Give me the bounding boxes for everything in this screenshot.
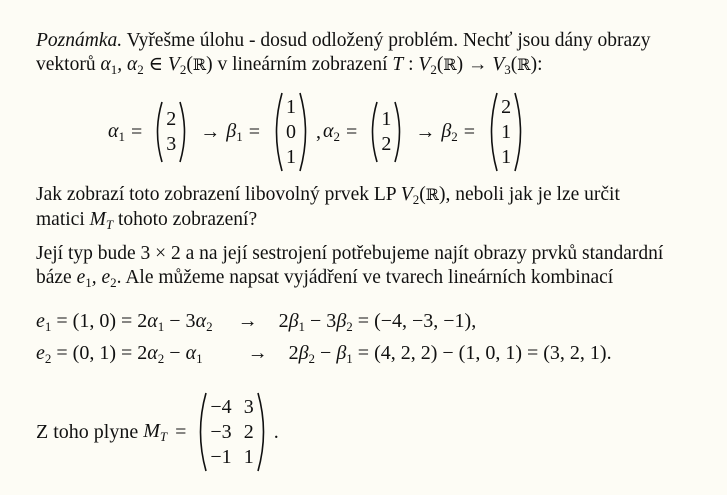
e2-symbol: $e_2$ bbox=[36, 342, 52, 366]
right-paren bbox=[256, 392, 270, 472]
math-mapping: T bbox=[392, 54, 404, 75]
beta1-symbol: $\beta_1$ bbox=[226, 119, 243, 144]
beta2-entry: 1 bbox=[501, 145, 512, 168]
beta2-symbol: $\beta_2$ bbox=[441, 119, 458, 144]
equals: = bbox=[346, 120, 358, 143]
e2-lhs: (0, 1) bbox=[72, 342, 116, 364]
result-matrix bbox=[194, 392, 269, 472]
matrix-cell: −4 bbox=[210, 395, 232, 418]
alpha1-vector bbox=[152, 101, 190, 163]
note-line-2 bbox=[36, 53, 707, 82]
equals: = bbox=[463, 120, 476, 143]
beta2-vector bbox=[485, 92, 527, 172]
question-line2-start: matici bbox=[36, 209, 90, 230]
matrix-cell: 1 bbox=[243, 445, 254, 468]
beta2-entry: 1 bbox=[501, 120, 512, 143]
e1-rhs: (−4, −3, −1), bbox=[374, 310, 477, 332]
e2-rhs: (4, 2, 2) − (1, 0, 1) = (3, 2, 1). bbox=[374, 342, 612, 364]
beta2-entry: 2 bbox=[501, 95, 512, 118]
matrix-cell: 3 bbox=[243, 395, 254, 418]
math-mt-conclusion: $M_T$ bbox=[143, 419, 168, 444]
e1-symbol: $e_1$ bbox=[36, 310, 52, 334]
explain-line-1 bbox=[36, 242, 707, 266]
arrow: → bbox=[200, 120, 221, 143]
matrix-cell: 2 bbox=[243, 420, 254, 443]
question-line2-end: tohoto zobrazení? bbox=[113, 209, 258, 230]
right-paren bbox=[393, 101, 405, 163]
note-line2-mid: v lineárním zobrazení bbox=[212, 54, 393, 75]
math-basis: $e_1$, $e_2$ bbox=[76, 267, 117, 290]
explain-line2-start: báze bbox=[36, 267, 77, 288]
left-paren bbox=[152, 101, 164, 163]
e1-lhs: (1, 0) bbox=[72, 310, 116, 332]
alpha2-entry: 2 bbox=[381, 133, 392, 155]
note-line2-prefix: vektorů bbox=[36, 54, 101, 75]
equals: = bbox=[248, 120, 261, 143]
left-paren bbox=[367, 101, 379, 163]
conclusion-text: Z toho plyne bbox=[36, 420, 144, 443]
question-line1-end: , neboli jak je lze určit bbox=[445, 184, 620, 205]
alpha1-symbol: $\alpha_1$ bbox=[108, 119, 125, 144]
question-line-2 bbox=[36, 208, 707, 237]
alpha2-entry: 1 bbox=[381, 108, 392, 130]
arrow: → bbox=[415, 120, 436, 143]
beta1-entry: 0 bbox=[286, 120, 297, 143]
math-v2-to-v3: $V_2(ℝ)$ → $V_3(ℝ)$: bbox=[418, 54, 543, 77]
explain-line-2 bbox=[36, 266, 707, 295]
matrix-type: 3 × 2 bbox=[140, 243, 181, 264]
math-mt: $M_T$ bbox=[89, 209, 114, 232]
alpha2-vector bbox=[367, 101, 405, 163]
right-paren bbox=[513, 92, 527, 172]
alpha2-symbol: $\alpha_2$ bbox=[323, 119, 341, 144]
matrix-cell: −3 bbox=[210, 420, 232, 443]
display-equation bbox=[108, 92, 531, 172]
note-intro: Vyřešme úlohu - dosud odložený problém. Nechť jsou dány obrazy bbox=[122, 30, 651, 51]
comma: , bbox=[316, 120, 322, 143]
colon: : bbox=[408, 54, 414, 75]
note-label: Poznámka. bbox=[36, 30, 123, 51]
explain-line2-end: . Ale můžeme napsat vyjádření ve tvarech lineárních kombinací bbox=[116, 267, 614, 288]
equals: = bbox=[175, 420, 187, 443]
beta1-entry: 1 bbox=[286, 145, 297, 168]
period: . bbox=[273, 420, 279, 443]
equation-e1: $e_1 = (1$, $0) = 2\alpha_1 - 3\alpha_2 \to 2\beta_1 - 3\beta_2 = (-4$, −3, −1), bbox=[36, 310, 477, 334]
beta1-entry: 1 bbox=[286, 95, 297, 118]
equals: = bbox=[131, 120, 143, 143]
right-paren bbox=[178, 101, 190, 163]
beta1-vector bbox=[270, 92, 312, 172]
left-paren bbox=[485, 92, 499, 172]
conclusion bbox=[36, 392, 279, 472]
left-paren bbox=[270, 92, 284, 172]
left-paren bbox=[194, 392, 208, 472]
right-paren bbox=[298, 92, 312, 172]
explain-line1-end: a na její sestrojení potřebujeme najít obrazy prvků standardní bbox=[180, 243, 664, 264]
alpha1-entry: 3 bbox=[166, 133, 177, 155]
math-v2r: $V_2(ℝ)$ bbox=[400, 184, 446, 207]
alpha1-entry: 2 bbox=[166, 108, 177, 130]
math-alpha-set: $\alpha_1$, $\alpha_2$ ∈ $V_2(ℝ)$ bbox=[100, 54, 213, 77]
question-line1-text: Jak zobrazí toto zobrazení libovolný prvek LP bbox=[36, 184, 401, 205]
equation-e2: $e_2 = (0$, $1) = 2\alpha_2 - \alpha_1 \to 2\beta_2 - \beta_1 = (4$, 2, 2) − (1, 0, 1) = (3, 2, 1). bbox=[36, 342, 612, 366]
matrix-cell: −1 bbox=[210, 445, 232, 468]
explain-line1-text: Její typ bude bbox=[36, 243, 141, 264]
note-line-1 bbox=[36, 29, 707, 53]
